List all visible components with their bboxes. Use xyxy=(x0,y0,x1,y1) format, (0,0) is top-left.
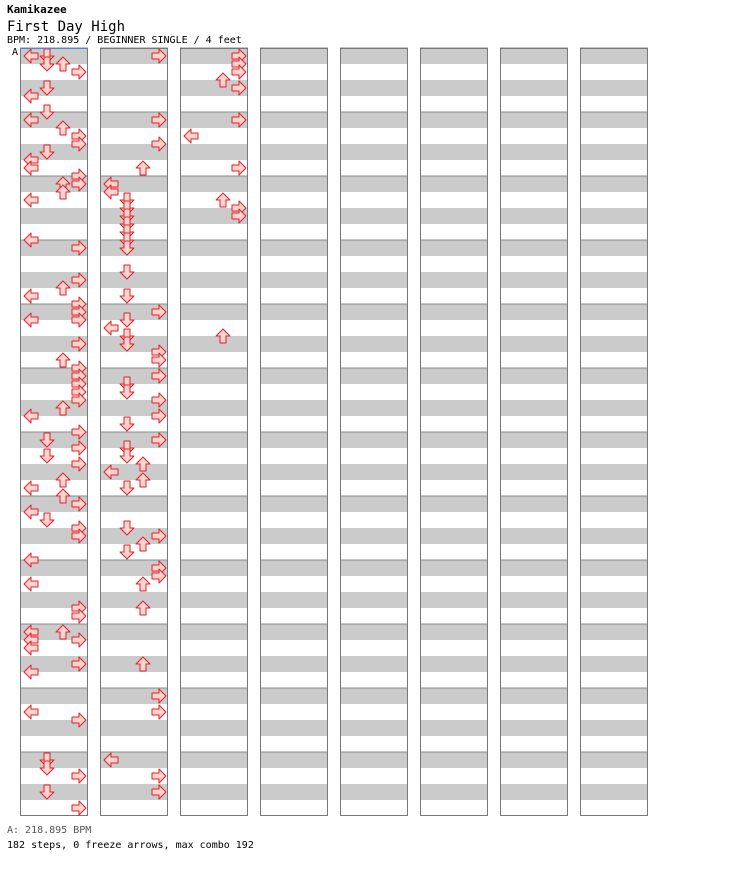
stripe xyxy=(180,464,248,480)
stripe xyxy=(580,368,648,384)
stripe xyxy=(260,784,328,800)
stripe xyxy=(420,464,488,480)
stripe xyxy=(500,240,568,256)
stripe xyxy=(500,656,568,672)
stripe xyxy=(500,496,568,512)
stripe xyxy=(500,176,568,192)
stripe xyxy=(180,400,248,416)
stripe xyxy=(260,496,328,512)
stripe xyxy=(500,336,568,352)
stripe xyxy=(420,112,488,128)
stripe xyxy=(260,80,328,96)
stripe xyxy=(580,80,648,96)
stripe xyxy=(260,624,328,640)
chart-column xyxy=(420,48,488,816)
stripe xyxy=(500,48,568,64)
stripe xyxy=(180,368,248,384)
stripe xyxy=(340,560,408,576)
stripe xyxy=(340,48,408,64)
stripe xyxy=(180,336,248,352)
stripe xyxy=(340,528,408,544)
stripe xyxy=(420,656,488,672)
stripe xyxy=(340,656,408,672)
stripe xyxy=(180,528,248,544)
bpm-marker-label: A xyxy=(12,47,19,58)
stripe xyxy=(340,752,408,768)
stripe xyxy=(340,464,408,480)
stripe xyxy=(100,592,168,608)
stripe xyxy=(500,752,568,768)
stripe xyxy=(340,112,408,128)
song-title: First Day High xyxy=(7,19,126,35)
stripe xyxy=(100,720,168,736)
stripe xyxy=(580,688,648,704)
stripe xyxy=(340,688,408,704)
stripe xyxy=(340,624,408,640)
stripe xyxy=(580,112,648,128)
stripe xyxy=(180,144,248,160)
stripe xyxy=(340,496,408,512)
stripe xyxy=(20,688,88,704)
stripe xyxy=(180,304,248,320)
bpm-marker-line xyxy=(20,48,88,49)
chart-info: BPM: 218.895 / BEGINNER SINGLE / 4 feet xyxy=(7,35,242,46)
stripe xyxy=(500,784,568,800)
stripe xyxy=(420,528,488,544)
stripe xyxy=(500,80,568,96)
stripe xyxy=(580,336,648,352)
stripe xyxy=(580,48,648,64)
stripe xyxy=(420,48,488,64)
stripe xyxy=(420,400,488,416)
stripe xyxy=(580,496,648,512)
stripe xyxy=(420,432,488,448)
step-stats: 182 steps, 0 freeze arrows, max combo 192 xyxy=(7,840,254,851)
stripe xyxy=(340,176,408,192)
stripe xyxy=(340,592,408,608)
stripe xyxy=(260,368,328,384)
stripe xyxy=(420,592,488,608)
stripe xyxy=(420,144,488,160)
stripe xyxy=(260,144,328,160)
stripe xyxy=(500,304,568,320)
stripe xyxy=(580,752,648,768)
stripe xyxy=(420,752,488,768)
song-artist: Kamikazee xyxy=(7,3,67,16)
stripe xyxy=(580,432,648,448)
stripe xyxy=(180,688,248,704)
stripe xyxy=(340,208,408,224)
stripe xyxy=(260,656,328,672)
stripe xyxy=(580,720,648,736)
stripe xyxy=(500,624,568,640)
stripe xyxy=(500,464,568,480)
stripe xyxy=(180,720,248,736)
stripe xyxy=(580,144,648,160)
stripe xyxy=(100,272,168,288)
stripe xyxy=(580,624,648,640)
stripe xyxy=(580,560,648,576)
stripe xyxy=(500,528,568,544)
stripe xyxy=(260,304,328,320)
stripe xyxy=(20,208,88,224)
stripe xyxy=(260,528,328,544)
stripe xyxy=(260,48,328,64)
stripe xyxy=(580,304,648,320)
stripe xyxy=(260,176,328,192)
stripe xyxy=(500,112,568,128)
stripe xyxy=(260,432,328,448)
chart-column xyxy=(100,48,168,816)
stripe xyxy=(180,656,248,672)
stripe xyxy=(500,432,568,448)
stripe xyxy=(580,208,648,224)
stripe xyxy=(420,624,488,640)
stripe xyxy=(580,592,648,608)
stripe xyxy=(420,560,488,576)
stripe xyxy=(100,624,168,640)
chart-column xyxy=(340,48,408,816)
stripe xyxy=(180,560,248,576)
stripe xyxy=(340,240,408,256)
stripe xyxy=(420,240,488,256)
stripe xyxy=(580,176,648,192)
stripe xyxy=(340,80,408,96)
stripe xyxy=(260,592,328,608)
stripe xyxy=(180,592,248,608)
stripe xyxy=(260,400,328,416)
stripe xyxy=(340,336,408,352)
stripe xyxy=(420,304,488,320)
chart-column xyxy=(180,48,248,816)
stripe xyxy=(420,80,488,96)
stripe xyxy=(500,400,568,416)
stripe xyxy=(180,752,248,768)
stripe xyxy=(580,240,648,256)
stripe xyxy=(340,784,408,800)
stripe xyxy=(500,592,568,608)
stripe xyxy=(580,272,648,288)
stripe xyxy=(580,656,648,672)
stripe xyxy=(260,720,328,736)
stripe xyxy=(260,112,328,128)
stripe xyxy=(500,560,568,576)
stripe xyxy=(340,720,408,736)
stripe xyxy=(180,240,248,256)
stripe xyxy=(420,496,488,512)
stripe xyxy=(260,560,328,576)
stripe xyxy=(180,624,248,640)
stripe xyxy=(180,432,248,448)
stripe xyxy=(420,176,488,192)
stripe xyxy=(580,784,648,800)
chart-column xyxy=(500,48,568,816)
stripe xyxy=(500,688,568,704)
stripe xyxy=(580,528,648,544)
chart-column xyxy=(580,48,648,816)
stripe xyxy=(260,336,328,352)
stripe xyxy=(340,432,408,448)
stripe xyxy=(180,272,248,288)
stripe xyxy=(100,80,168,96)
stripe xyxy=(420,368,488,384)
stripe xyxy=(260,688,328,704)
stripe xyxy=(340,400,408,416)
stripe xyxy=(100,656,168,672)
stripe xyxy=(180,176,248,192)
stripe xyxy=(580,400,648,416)
stripe xyxy=(180,496,248,512)
stripe xyxy=(500,208,568,224)
stripe xyxy=(340,304,408,320)
stripe xyxy=(500,144,568,160)
stripe xyxy=(340,144,408,160)
stripe xyxy=(260,464,328,480)
stripe xyxy=(260,208,328,224)
stripe xyxy=(260,752,328,768)
stripe xyxy=(420,272,488,288)
chart-column xyxy=(260,48,328,816)
stripe xyxy=(420,784,488,800)
stripe xyxy=(100,496,168,512)
bpm-summary: A: 218.895 BPM xyxy=(7,825,92,836)
stripe xyxy=(260,240,328,256)
stripe xyxy=(340,368,408,384)
stripe xyxy=(420,720,488,736)
stripe xyxy=(340,272,408,288)
stripe xyxy=(260,272,328,288)
stripe xyxy=(180,784,248,800)
stripe xyxy=(420,688,488,704)
stripe xyxy=(580,464,648,480)
stripe xyxy=(420,336,488,352)
stripe xyxy=(420,208,488,224)
stripe xyxy=(500,272,568,288)
stripe xyxy=(500,720,568,736)
stripe xyxy=(500,368,568,384)
